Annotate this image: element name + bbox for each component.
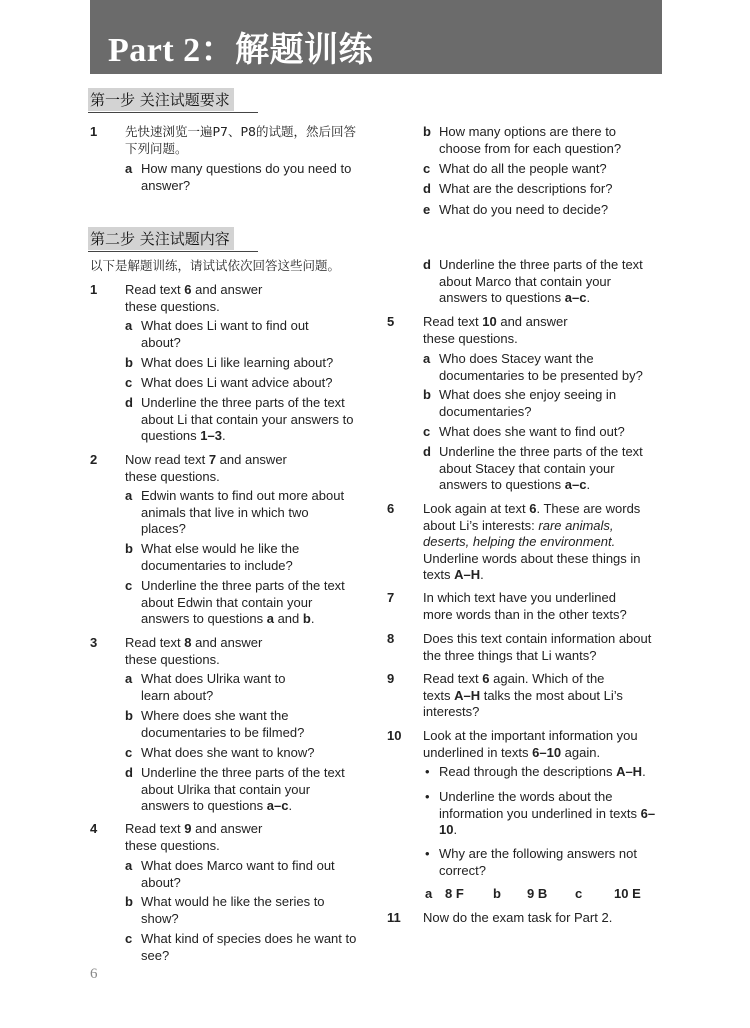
- step2-heading: 第二步 关注试题内容: [88, 227, 234, 250]
- item-letter: b: [125, 355, 133, 370]
- question-6-text: Look again at text 6. These are words about Li’s interests: rare animals, deserts, helping the environment. Underline words about these things in texts A–H.: [423, 501, 641, 582]
- item-letter: d: [423, 444, 431, 459]
- question-3-number: 3: [90, 635, 98, 650]
- question-3-b: Where does she want the documentaries to be filmed?: [141, 708, 305, 740]
- question-7-number: 7: [387, 590, 395, 605]
- question-6-number: 6: [387, 501, 395, 516]
- answer-value-b: 9 B: [527, 886, 548, 901]
- question-1-b: What does Li like learning about?: [141, 355, 334, 370]
- step1-q1-d: What are the descriptions for?: [439, 181, 613, 196]
- item-letter: d: [423, 181, 431, 196]
- answer-letter-a: a: [425, 886, 433, 901]
- step1-q1-a: How many questions do you need to answer?: [141, 161, 352, 193]
- question-2-a: Edwin wants to find out more about animals that live in which two places?: [141, 488, 345, 536]
- item-letter: a: [423, 351, 431, 366]
- item-letter: a: [125, 488, 133, 503]
- question-8-number: 8: [387, 631, 395, 646]
- item-letter: c: [423, 424, 431, 439]
- part-title: Part 2：解题训练: [108, 32, 374, 69]
- item-letter: e: [423, 202, 431, 217]
- question-4-c: What kind of species does he want to see?: [141, 931, 357, 963]
- item-letter: b: [423, 387, 431, 402]
- question-5-c: What does she want to find out?: [439, 424, 625, 439]
- item-letter: b: [423, 124, 431, 139]
- question-5-text: Read text 10 and answer these questions.: [423, 314, 568, 346]
- question-3-a: What does Ulrika want to learn about?: [141, 671, 286, 703]
- step1-rule: [88, 112, 258, 113]
- question-1-a: What does Li want to find out about?: [141, 318, 309, 350]
- item-letter: c: [125, 745, 133, 760]
- answer-letter-b: b: [493, 886, 501, 901]
- item-letter: d: [423, 257, 431, 272]
- item-letter: c: [125, 578, 133, 593]
- answer-value-a: 8 F: [445, 886, 464, 901]
- bullet-icon: •: [425, 789, 430, 804]
- item-letter: d: [125, 765, 133, 780]
- item-letter: d: [125, 395, 133, 410]
- question-2-c: Underline the three parts of the text about Edwin that contain your answers to questions a and b.: [141, 578, 345, 626]
- bullet-icon: •: [425, 846, 430, 861]
- question-1-c: What does Li want advice about?: [141, 375, 333, 390]
- step1-q1-number: 1: [90, 124, 98, 139]
- page-number: 6: [90, 966, 98, 982]
- question-11-text: Now do the exam task for Part 2.: [423, 910, 613, 925]
- question-9-number: 9: [387, 671, 395, 686]
- item-letter: a: [125, 671, 133, 686]
- question-9-text: Read text 6 again. Which of the texts A–H talks the most about Li’s interests?: [423, 671, 623, 719]
- question-4-d: Underline the three parts of the text about Marco that contain your answers to questions a–c.: [439, 257, 643, 305]
- item-letter: c: [423, 161, 431, 176]
- item-letter: b: [125, 708, 133, 723]
- step1-heading: 第一步 关注试题要求: [88, 88, 234, 111]
- question-2-text: Now read text 7 and answer these questions.: [125, 452, 287, 484]
- question-7-text: In which text have you underlined more words than in the other texts?: [423, 590, 627, 622]
- part-banner: [90, 0, 662, 74]
- question-5-number: 5: [387, 314, 395, 329]
- step1-q1-b: How many options are there to choose from for each question?: [439, 124, 622, 156]
- question-3-d: Underline the three parts of the text about Ulrika that contain your answers to questions a–c.: [141, 765, 345, 813]
- item-letter: b: [125, 541, 133, 556]
- question-3-c: What does she want to know?: [141, 745, 315, 760]
- question-1-text: Read text 6 and answer these questions.: [125, 282, 263, 314]
- question-2-b: What else would he like the documentaries to include?: [141, 541, 300, 573]
- step1-q1-e: What do you need to decide?: [439, 202, 609, 217]
- question-8-text: Does this text contain information about the three things that Li wants?: [423, 631, 652, 663]
- question-1-number: 1: [90, 282, 98, 297]
- question-10-number: 10: [387, 728, 402, 743]
- step2-intro: 以下是解题训练，请试试依次回答这些问题。: [90, 258, 341, 273]
- step1-q1-text: 先快速浏览一遍P7、P8的试题，然后回答下列问题。: [125, 124, 356, 156]
- question-4-a: What does Marco want to find out about?: [141, 858, 335, 890]
- answer-letter-c: c: [575, 886, 583, 901]
- question-4-b: What would he like the series to show?: [141, 894, 325, 926]
- question-4-number: 4: [90, 821, 98, 836]
- question-10-text: Look at the important information you underlined in texts 6–10 again.: [423, 728, 638, 760]
- question-11-number: 11: [387, 910, 401, 925]
- question-1-d: Underline the three parts of the text about Li that contain your answers to questions 1–3.: [141, 395, 354, 443]
- question-4-text: Read text 9 and answer these questions.: [125, 821, 263, 853]
- question-5-b: What does she enjoy seeing in documentaries?: [439, 387, 617, 419]
- question-10-bullet-2: Underline the words about the information you underlined in texts 6–10.: [439, 789, 656, 837]
- step1-q1-c: What do all the people want?: [439, 161, 607, 176]
- item-letter: a: [125, 161, 133, 176]
- step2-rule: [88, 251, 258, 252]
- item-letter: b: [125, 894, 133, 909]
- question-10-bullet-1: Read through the descriptions A–H.: [439, 764, 646, 779]
- item-letter: a: [125, 858, 133, 873]
- question-2-number: 2: [90, 452, 98, 467]
- item-letter: c: [125, 375, 133, 390]
- question-10-bullet-3: Why are the following answers not correct?: [439, 846, 637, 878]
- question-5-d: Underline the three parts of the text about Stacey that contain your answers to questions a–c.: [439, 444, 643, 492]
- bullet-icon: •: [425, 764, 430, 779]
- answer-value-c: 10 E: [614, 886, 641, 901]
- question-3-text: Read text 8 and answer these questions.: [125, 635, 263, 667]
- item-letter: c: [125, 931, 133, 946]
- question-5-a: Who does Stacey want the documentaries to be presented by?: [439, 351, 643, 383]
- item-letter: a: [125, 318, 133, 333]
